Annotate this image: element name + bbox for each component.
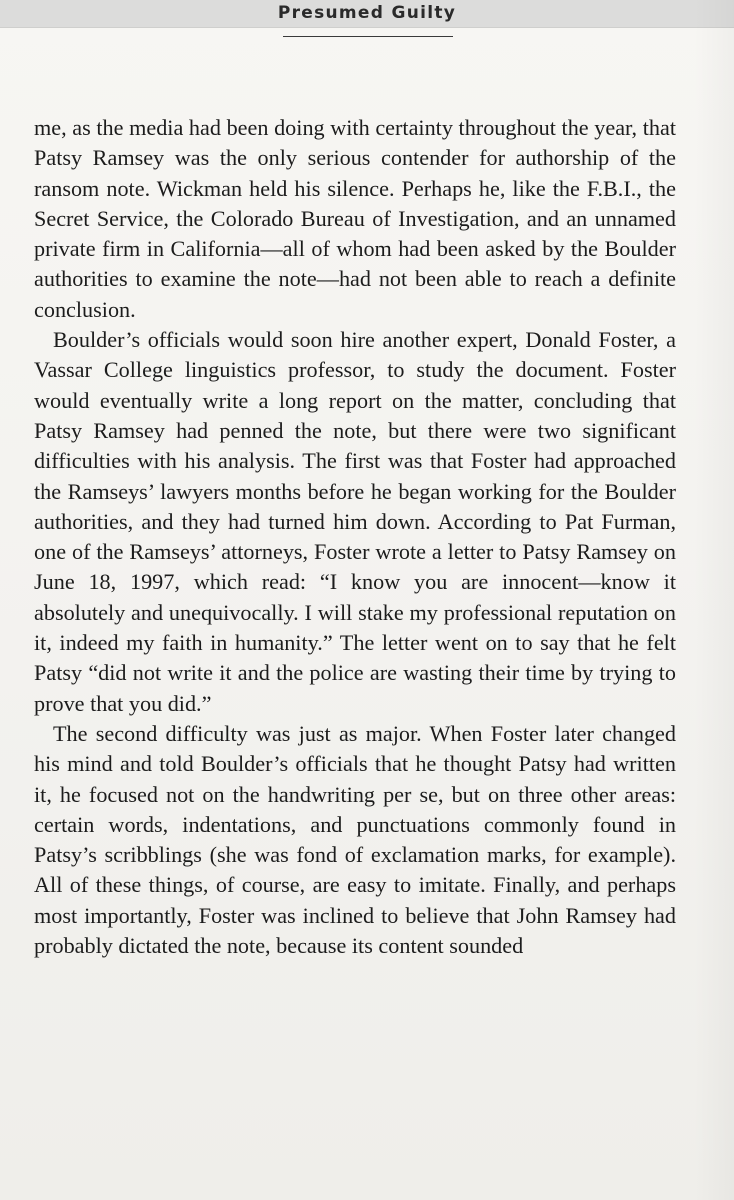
paragraph-1: me, as the media had been doing with certainty throughout the year, that Patsy Ramsey was the only serious contender for authorship of the ransom note. Wickman held his silence. Perhaps he, like the F.B.I., the Secret Service, the Colorado Bureau of Investigation, and an unnamed private firm in California—all of whom had been asked by the Boulder authorities to examine the note—had not been able to reach a definite conclusion. xyxy=(34,115,676,322)
page-header-title: Presumed Guilty xyxy=(277,3,457,23)
body-text xyxy=(34,113,676,961)
header-rule xyxy=(283,36,453,37)
page-shadow xyxy=(694,0,734,1200)
paragraph-3: The second difficulty was just as major. When Foster later changed his mind and told Boulder’s officials that he thought Patsy had written it, he focused not on the handwriting per se, but on three other areas: certain words, indentations, and punctuations commonly found in Patsy’s scribblings (she was fond of exclamation marks, for example). All of these things, of course, are easy to imitate. Finally, and perhaps most importantly, Foster was inclined to believe that John Ramsey had probably dictated the note, because its content sounded xyxy=(34,720,676,959)
running-header xyxy=(0,0,734,28)
paragraph-2: Boulder’s officials would soon hire another expert, Donald Foster, a Vassar College linguistics professor, to study the document. Foster would eventually write a long report on the matter, concluding that Patsy Ramsey had penned the note, but there were two significant difficulties with his analysis. The first was that Foster had approached the Ramseys’ lawyers months before he began working for the Boulder authorities, and they had turned him down. According to Pat Furman, one of the Ramseys’ attorneys, Foster wrote a letter to Patsy Ramsey on June 18, 1997, which read: “I know you are innocent—know it absolutely and unequivocally. I will stake my professional reputation on it, indeed my faith in humanity.” The letter went on to say that he felt Patsy “did not write it and the police are wasting their time by trying to prove that you did.” xyxy=(34,327,676,716)
